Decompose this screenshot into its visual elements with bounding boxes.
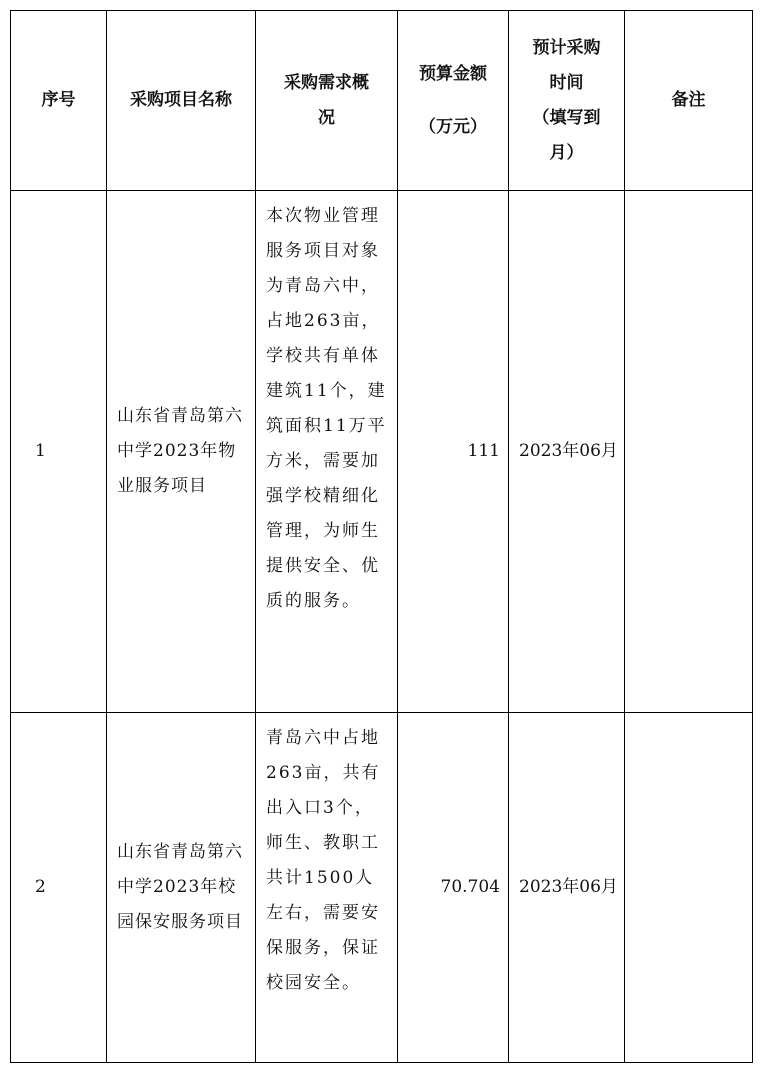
header-desc-line2: 况 [318, 107, 335, 128]
row-desc: 青岛六中占地263亩，共有出入口3个，师生、教职工共计1500人左右，需要安保服务，保证校园安全。 [256, 713, 398, 1063]
row-budget: 111 [398, 191, 509, 713]
header-note: 备注 [625, 11, 753, 191]
header-time-line3: （填写到 [532, 107, 601, 128]
row-name: 山东省青岛第六中学2023年物业服务项目 [107, 191, 256, 713]
header-name: 采购项目名称 [107, 11, 256, 191]
row-budget: 70.704 [398, 713, 509, 1063]
header-seq: 序号 [11, 11, 107, 191]
header-time-line1: 预计采购 [532, 37, 601, 58]
row-name: 山东省青岛第六中学2023年校园保安服务项目 [107, 713, 256, 1063]
header-budget-line2: （万元） [419, 116, 487, 137]
row-desc: 本次物业管理服务项目对象为青岛六中，占地263亩，学校共有单体建筑11个，建筑面积11万平方米，需要加强学校精细化管理，为师生提供安全、优质的服务。 [256, 191, 398, 713]
row-seq: 1 [11, 191, 107, 713]
row-note [625, 191, 753, 713]
header-time-line2: 时间 [549, 72, 584, 93]
header-desc [256, 11, 398, 191]
header-row [11, 11, 753, 191]
header-desc-line1: 采购需求概 [284, 72, 369, 93]
row-time: 2023年06月 [509, 191, 625, 713]
row-time: 2023年06月 [509, 713, 625, 1063]
row-note [625, 713, 753, 1063]
procurement-table [10, 10, 753, 1063]
header-budget [398, 11, 509, 191]
table-row [11, 713, 753, 1063]
row-seq: 2 [11, 713, 107, 1063]
header-time [509, 11, 625, 191]
header-budget-line1: 预算金额 [419, 63, 487, 84]
header-time-line4: 月） [549, 142, 584, 163]
table-row [11, 191, 753, 713]
